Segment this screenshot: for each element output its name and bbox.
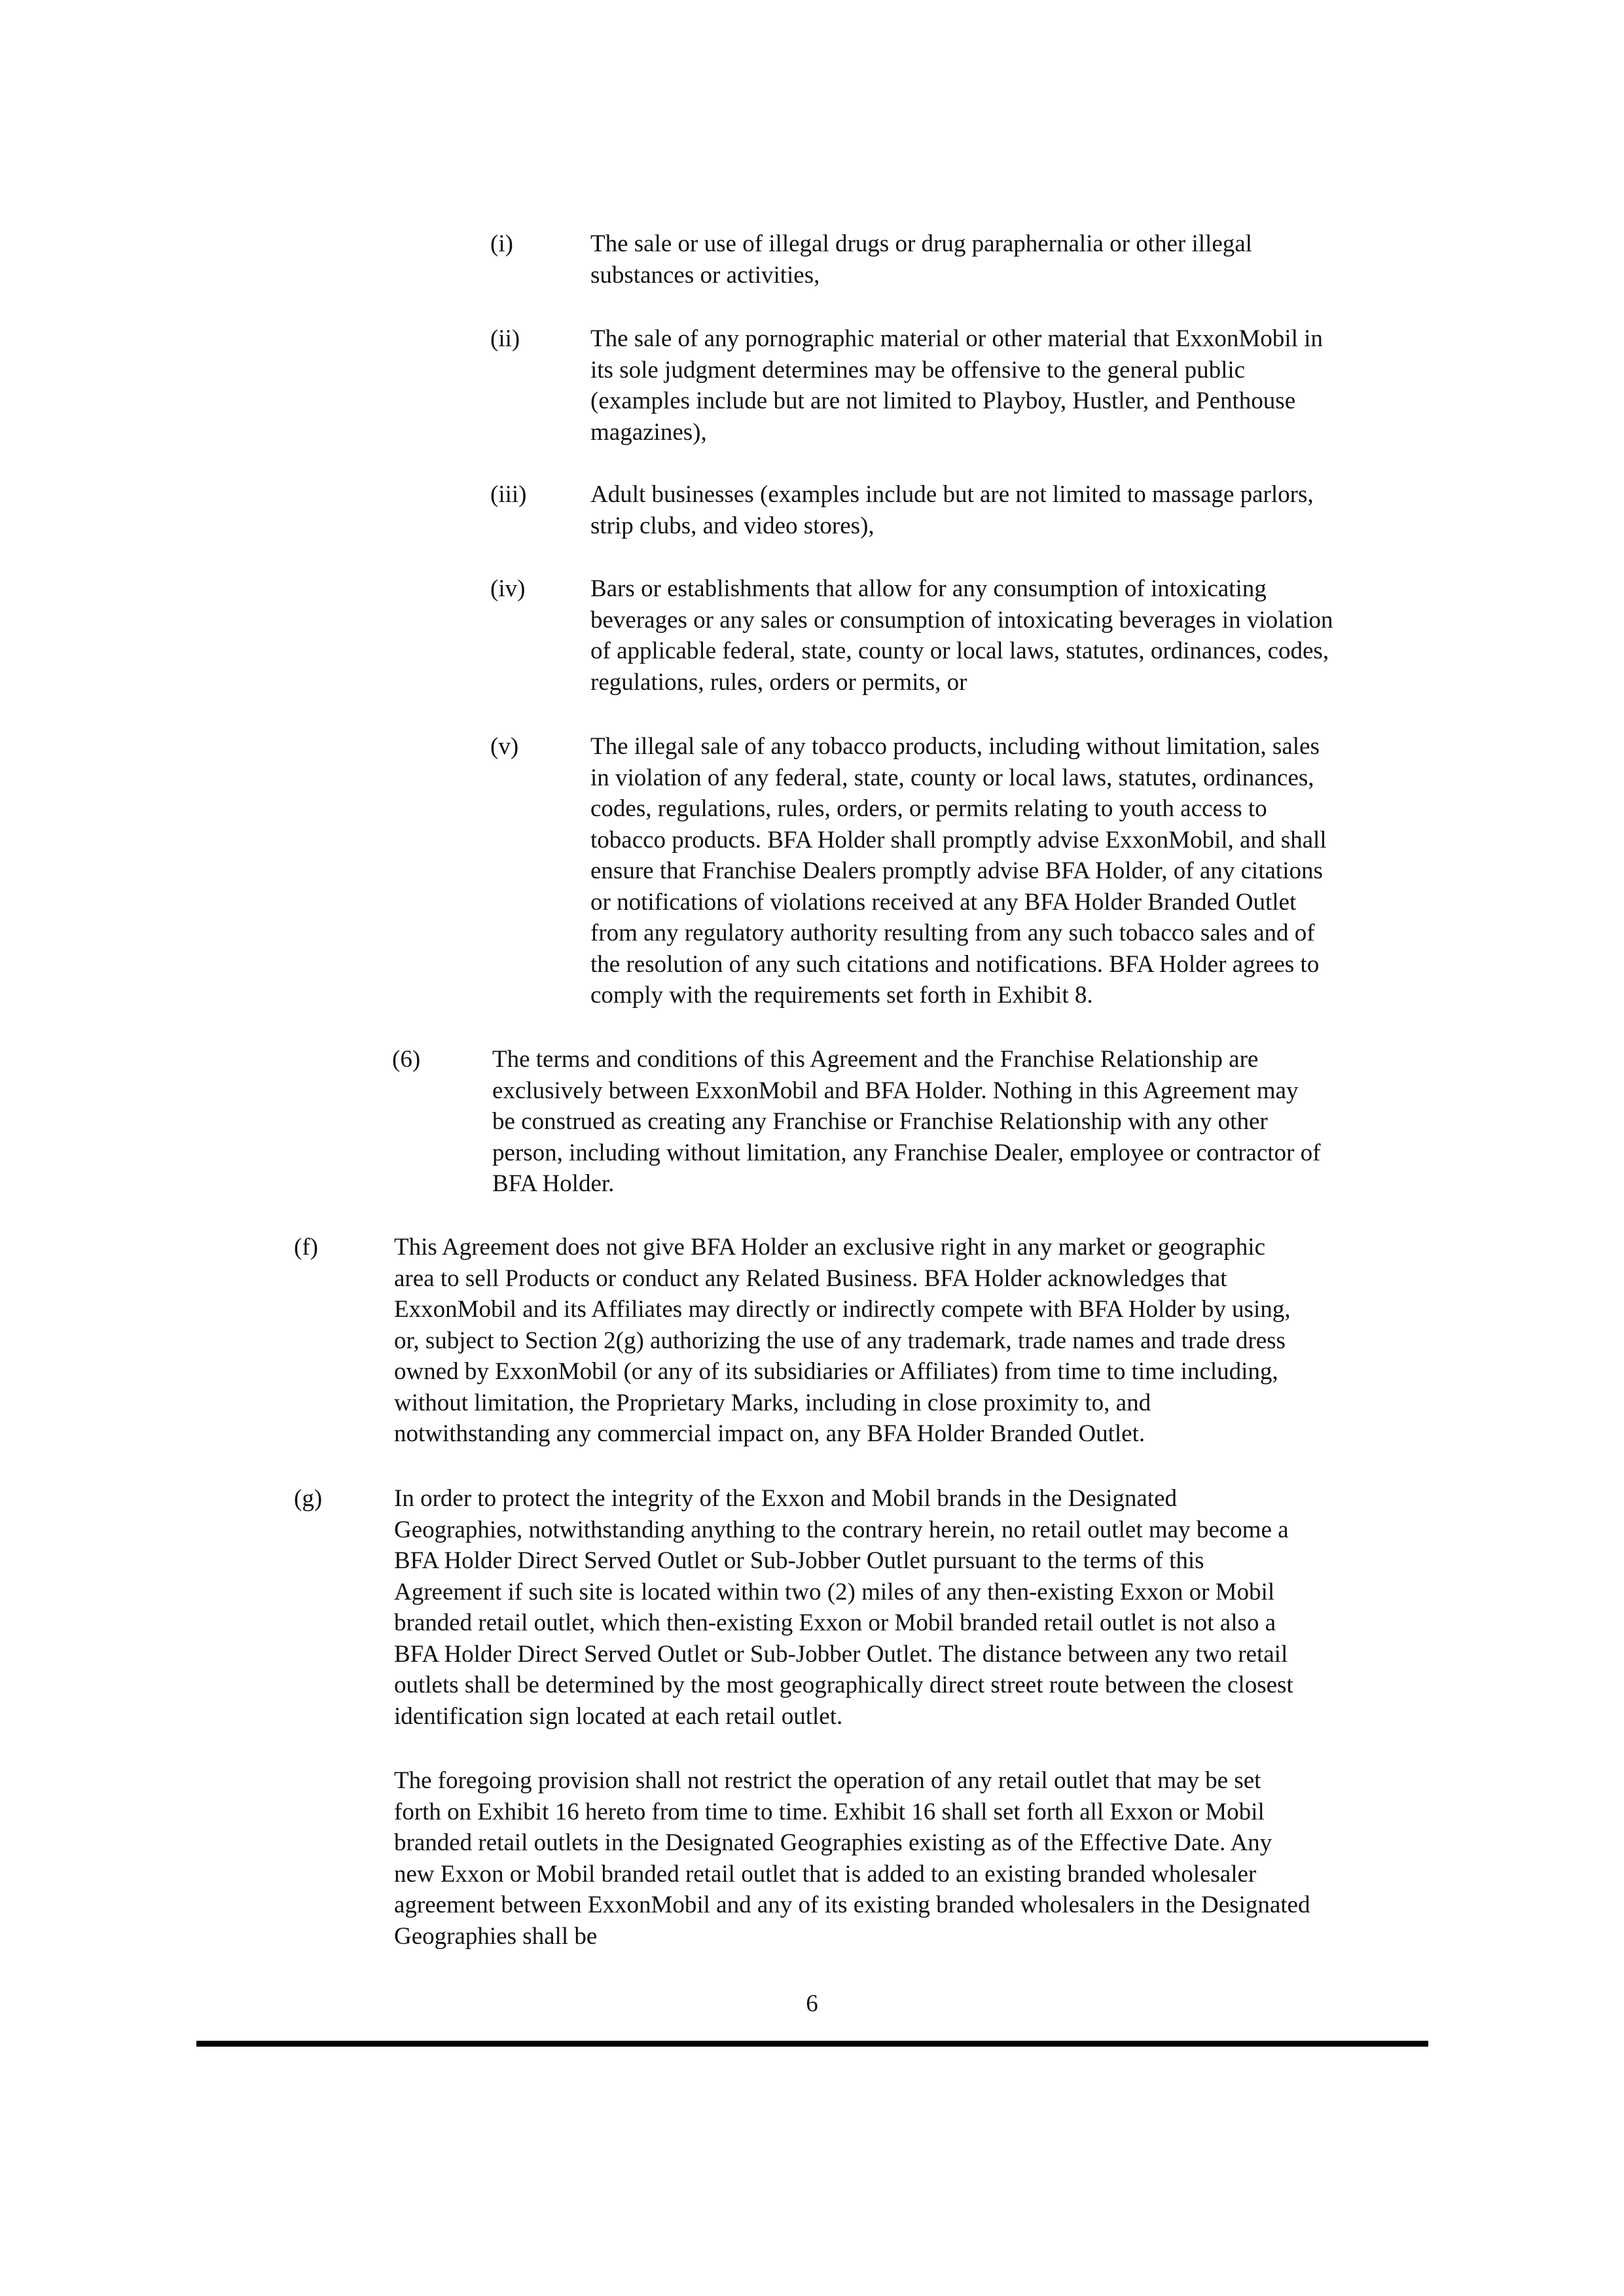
item-text <box>590 479 1314 541</box>
text-line: Agreement if such site is located within two (2) miles of any then-existing Exxon or Mobil <box>394 1578 1275 1605</box>
item-label: (g) <box>294 1485 323 1512</box>
text-line: Bars or establishments that allow for any consumption of intoxicating <box>590 575 1267 602</box>
paragraph-text <box>394 1765 1310 1952</box>
text-line: codes, regulations, rules, orders, or permits relating to youth access to <box>590 795 1267 822</box>
text-line: ExxonMobil and its Affiliates may directly or indirectly compete with BFA Holder by using, <box>394 1296 1291 1323</box>
item-label: (v) <box>490 733 519 760</box>
item-label: (i) <box>490 230 513 257</box>
text-line: area to sell Products or conduct any Related Business. BFA Holder acknowledges that <box>394 1265 1227 1292</box>
item-text <box>590 323 1323 448</box>
item-text <box>492 1044 1320 1200</box>
text-line: magazines), <box>590 418 707 446</box>
item-text <box>590 573 1333 698</box>
text-line: its sole judgment determines may be offensive to the general public <box>590 356 1246 384</box>
text-line: BFA Holder. <box>492 1170 615 1197</box>
text-line: owned by ExxonMobil (or any of its subsidiaries or Affiliates) from time to time including, <box>394 1358 1278 1385</box>
text-line: Adult businesses (examples include but are not limited to massage parlors, <box>590 481 1314 508</box>
text-line: branded retail outlets in the Designated Geographies existing as of the Effective Date. Any <box>394 1829 1272 1856</box>
text-line: The foregoing provision shall not restrict the operation of any retail outlet that may be set <box>394 1767 1261 1794</box>
text-line: In order to protect the integrity of the Exxon and Mobil brands in the Designated <box>394 1485 1178 1512</box>
text-line: Geographies, notwithstanding anything to the contrary herein, no retail outlet may become a <box>394 1516 1289 1543</box>
text-line: from any regulatory authority resulting from any such tobacco sales and of <box>590 920 1315 946</box>
footer-rule <box>196 2041 1428 2047</box>
text-line: ensure that Franchise Dealers promptly advise BFA Holder, of any citations <box>590 857 1323 884</box>
text-line: of applicable federal, state, county or local laws, statutes, ordinances, codes, <box>590 637 1329 664</box>
text-line: (examples include but are not limited to Playboy, Hustler, and Penthouse <box>590 387 1296 414</box>
item-label: (iii) <box>490 481 527 508</box>
text-line: outlets shall be determined by the most geographically direct street route between the closest <box>394 1672 1293 1698</box>
item-text <box>394 1232 1291 1450</box>
text-line: or notifications of violations received at any BFA Holder Branded Outlet <box>590 888 1297 916</box>
text-line: identification sign located at each retail outlet. <box>394 1702 843 1730</box>
text-line: be construed as creating any Franchise or Franchise Relationship with any other <box>492 1108 1268 1135</box>
text-line: substances or activities, <box>590 261 820 289</box>
text-line: new Exxon or Mobil branded retail outlet that is added to an existing branded wholesaler <box>394 1860 1257 1888</box>
text-line: branded retail outlet, which then-existing Exxon or Mobil branded retail outlet is not also a <box>394 1609 1276 1636</box>
text-line: forth on Exhibit 16 hereto from time to time. Exhibit 16 shall set forth all Exxon or Mobil <box>394 1798 1265 1825</box>
item-label: (ii) <box>490 325 520 352</box>
page-number: 6 <box>806 1990 818 2017</box>
text-line: exclusively between ExxonMobil and BFA Holder. Nothing in this Agreement may <box>492 1077 1299 1104</box>
text-line: regulations, rules, orders or permits, or <box>590 668 967 696</box>
text-line: The sale or use of illegal drugs or drug paraphernalia or other illegal <box>590 230 1252 257</box>
item-label: (iv) <box>490 575 526 602</box>
text-line: strip clubs, and video stores), <box>590 512 875 539</box>
text-line: This Agreement does not give BFA Holder an exclusive right in any market or geographic <box>394 1234 1265 1261</box>
text-line: The sale of any pornographic material or other material that ExxonMobil in <box>590 325 1323 352</box>
text-line: the resolution of any such citations and notifications. BFA Holder agrees to <box>590 950 1320 978</box>
item-text <box>394 1483 1293 1732</box>
item-label: (f) <box>294 1234 318 1261</box>
text-line: agreement between ExxonMobil and any of its existing branded wholesalers in the Designated <box>394 1892 1310 1918</box>
text-line: in violation of any federal, state, county or local laws, statutes, ordinances, <box>590 764 1314 791</box>
text-line: without limitation, the Proprietary Marks, including in close proximity to, and <box>394 1389 1151 1416</box>
text-line: BFA Holder Direct Served Outlet or Sub-Jobber Outlet pursuant to the terms of this <box>394 1547 1204 1574</box>
text-line: The illegal sale of any tobacco products, including without limitation, sales <box>590 733 1320 760</box>
text-line: or, subject to Section 2(g) authorizing the use of any trademark, trade names and trade dress <box>394 1327 1286 1354</box>
text-line: person, including without limitation, any Franchise Dealer, employee or contractor of <box>492 1139 1321 1166</box>
text-line: beverages or any sales or consumption of intoxicating beverages in violation <box>590 606 1333 634</box>
text-line: Geographies shall be <box>394 1922 598 1950</box>
text-line: tobacco products. BFA Holder shall promptly advise ExxonMobil, and shall <box>590 826 1327 853</box>
item-text <box>590 228 1252 291</box>
text-line: comply with the requirements set forth in Exhibit 8. <box>590 982 1093 1009</box>
item-label: (6) <box>392 1046 421 1073</box>
item-text <box>590 731 1327 1011</box>
text-line: The terms and conditions of this Agreement and the Franchise Relationship are <box>492 1046 1259 1073</box>
text-line: BFA Holder Direct Served Outlet or Sub-Jobber Outlet. The distance between any two retail <box>394 1640 1288 1668</box>
text-line: notwithstanding any commercial impact on, any BFA Holder Branded Outlet. <box>394 1420 1146 1447</box>
